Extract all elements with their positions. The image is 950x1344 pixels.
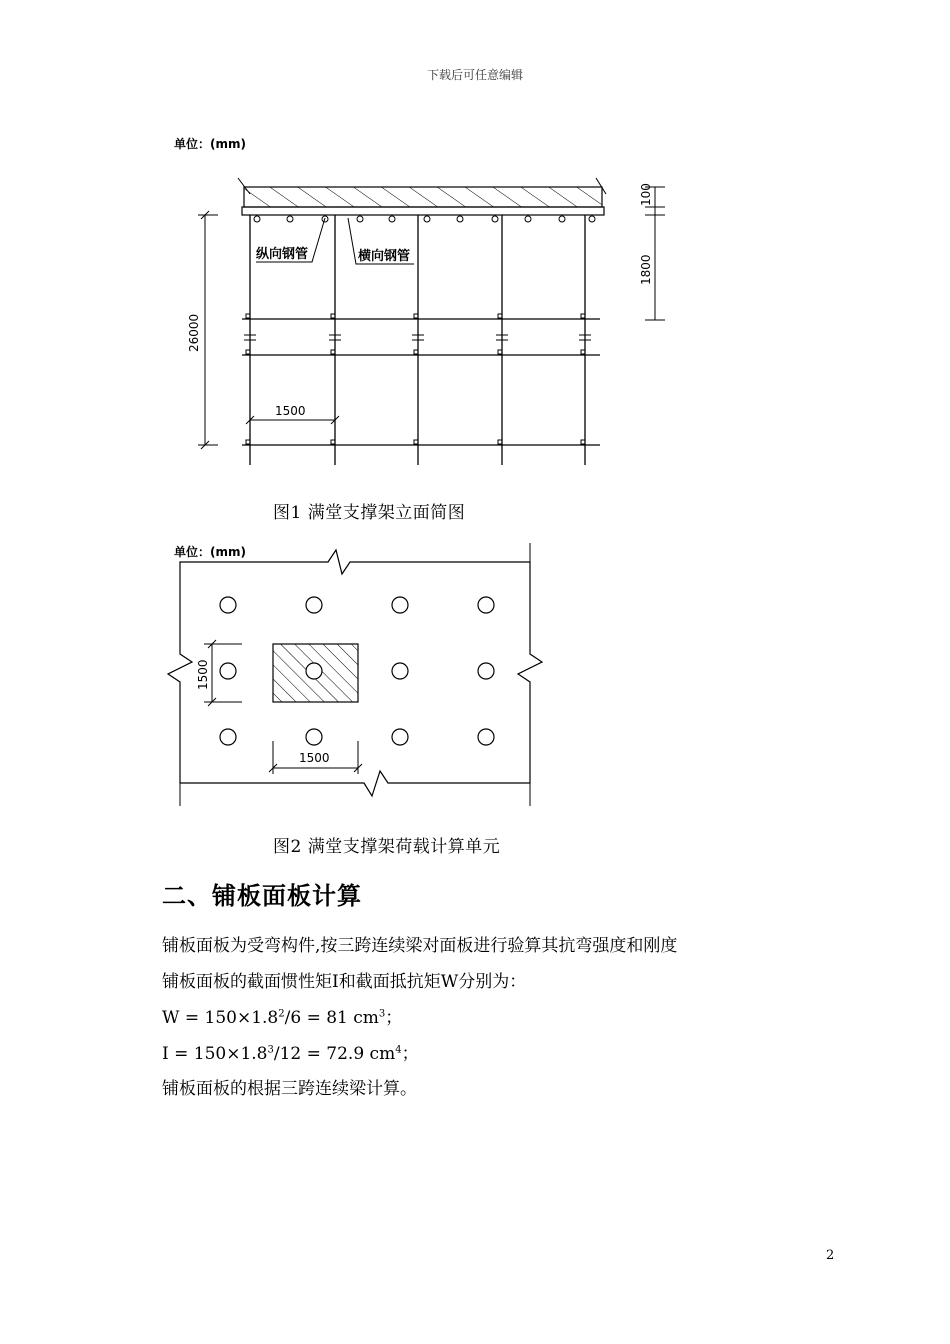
formula-w	[162, 1003, 402, 1028]
formula-w-lhs: W = 150×1.8	[162, 1008, 279, 1028]
paragraph-1: 铺板面板为受弯构件,按三跨连续梁对面板进行验算其抗弯强度和刚度	[162, 936, 678, 956]
figure-2-caption: 图2 满堂支撑架荷载计算单元	[273, 837, 501, 857]
dim-1500-label: 1500	[275, 404, 306, 418]
formula-i-end: ；	[401, 1044, 419, 1064]
dim-26000-label: 26000	[187, 313, 201, 352]
section-title: 二、铺板面板计算	[162, 882, 362, 910]
dim-vertical-label: 1500	[196, 659, 210, 690]
slab	[244, 187, 602, 207]
dim-1800-label: 1800	[639, 254, 653, 285]
formula-i-lhs: I = 150×1.8	[162, 1044, 268, 1064]
figure-1-elevation	[160, 130, 700, 475]
formula-i	[162, 1039, 419, 1064]
dim-horizontal-label: 1500	[299, 751, 330, 765]
dim-100-label: 100	[639, 183, 653, 206]
figure-2-plan	[160, 538, 560, 813]
formula-w-exp: 2	[278, 1008, 285, 1020]
formula-w-mid: /6 = 81 cm	[284, 1008, 379, 1028]
formula-w-unit-exp: 3	[378, 1008, 386, 1020]
formula-i-exp: 3	[267, 1044, 274, 1056]
label-longitudinal-tube: 纵向钢管	[256, 247, 309, 262]
fig2-unit-label: 单位：(mm)	[174, 545, 246, 559]
dim-total-height	[198, 211, 218, 449]
plank	[242, 207, 604, 215]
figure-1-caption: 图1 满堂支撑架立面简图	[273, 503, 466, 523]
paragraph-2: 铺板面板的截面惯性矩I和截面抵抗矩W分别为：	[162, 972, 527, 992]
formula-i-mid: /12 = 72.9 cm	[273, 1044, 396, 1064]
fig1-unit-label: 单位：(mm)	[174, 137, 246, 151]
page-number: 2	[826, 1248, 835, 1263]
horizontal-ledgers	[242, 319, 600, 445]
formula-i-unit-exp: 4	[395, 1044, 402, 1056]
paragraph-3: 铺板面板的根据三跨连续梁计算。	[162, 1079, 417, 1099]
page-header: 下载后可任意编辑	[426, 68, 523, 82]
transverse-tubes	[254, 216, 595, 222]
formula-w-end: ；	[385, 1008, 403, 1028]
label-transverse-tube: 横向钢管	[358, 249, 411, 264]
